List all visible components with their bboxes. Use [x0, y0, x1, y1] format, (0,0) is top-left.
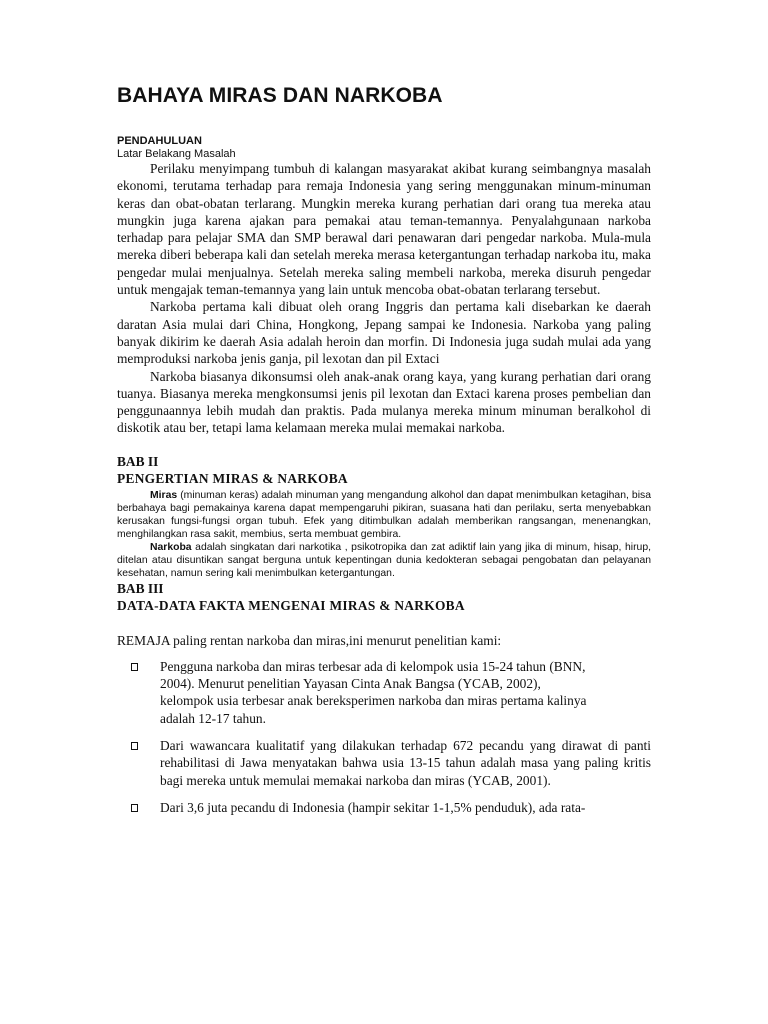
checkbox-bullet-icon — [131, 742, 138, 750]
term-narkoba: Narkoba — [150, 541, 192, 553]
fact-line: Pengguna narkoba dan miras terbesar ada di kelompok usia 15-24 tahun (BNN, — [160, 658, 586, 674]
chapter-label: BAB II — [117, 453, 159, 469]
document-page — [117, 84, 651, 826]
chapter-label: BAB III — [117, 580, 164, 596]
term-miras: Miras — [150, 489, 178, 501]
bab3-section — [117, 580, 651, 816]
paragraph: Narkoba pertama kali dibuat oleh orang Inggris dan pertama kali disebarkan ke daerah daratan Asia mulai dari China, Hongkong, Jepang sampai ke Indonesia. Narkoba yang paling banyak dikirim ke daerah Asia adalah heroin dan morfin. Di Indonesia juga sudah mulai ada yang memproduksi narkoba jenis ganja, pil lexotan dan pil Extaci — [117, 299, 651, 367]
section-heading: PENDAHULUAN — [117, 135, 202, 147]
checkbox-bullet-icon — [131, 663, 138, 671]
bab2-section — [117, 453, 651, 580]
intro-section — [117, 135, 651, 437]
checkbox-bullet-icon — [131, 804, 138, 812]
list-item — [117, 658, 651, 727]
list-item — [117, 737, 651, 789]
list-item — [117, 799, 651, 816]
fact-line: kelompok usia terbesar anak bereksperimen narkoba dan miras pertama kalinya — [160, 693, 587, 709]
document-title: BAHAYA MIRAS DAN NARKOBA — [117, 84, 443, 107]
chapter-heading: PENGERTIAN MIRAS & NARKOBA — [117, 470, 348, 486]
facts-list — [117, 658, 651, 816]
section-subheading: Latar Belakang Masalah — [117, 148, 236, 160]
definition-miras — [117, 489, 651, 541]
chapter-heading: DATA-DATA FAKTA MENGENAI MIRAS & NARKOBA — [117, 597, 465, 613]
paragraph: Narkoba biasanya dikonsumsi oleh anak-anak orang kaya, yang kurang perhatian dari orang tuanya. Biasanya mereka mengkonsumsi jenis pil lexotan dan Extaci karena proses pembelian dan penggunaannya lebih mudah dan praktis. Pada mulanya mereka minum minuman beralkohol di diskotik atau ber, tetapi lama kelamaan mereka mulai memakai narkoba. — [117, 368, 651, 436]
fact-line: Dari wawancara kualitatif yang dilakukan terhadap 672 pecandu yang dirawat di panti rehabilitasi di Jawa menyatakan bahwa usia 13-15 tahun adalah masa yang paling kritis bagi mereka untuk memulai memakai narkoba dan miras (YCAB, 2001). — [160, 737, 651, 788]
definition-narkoba — [117, 541, 651, 580]
paragraph: Perilaku menyimpang tumbuh di kalangan masyarakat akibat kurang seimbangnya masalah ekonomi, terutama terhadap para remaja Indonesia yang sering menggunakan minum-minuman keras dan obat-obatan terlarang. Mungkin mereka kurang perhatian dari orang tua mereka atau mungkin juga karena ajakan para pemakai atau teman-temannya. Penyalahgunaan narkoba terhadap para pelajar SMA dan SMP berawal dari penawaran dari pengedar narkoba. Mula-mula mereka diberi beberapa kali dan setelah mereka merasa ketergantungan terhadap narkoba itu, maka pengedar mulai menjualnya. Setelah mereka saling membeli narkoba, mereka disuruh pengedar untuk mengajak teman-temannya yang lain untuk mencoba obat-obatan terlarang tersebut. — [117, 161, 651, 298]
facts-intro: REMAJA paling rentan narkoba dan miras,ini menurut penelitian kami: — [117, 632, 502, 648]
definition-miras-text: (minuman keras) adalah minuman yang mengandung alkohol dan dapat menimbulkan ketagihan, bisa berbahaya bagi pemakainya karena dapat mempengaruhi pikiran, suasana hati dan perilaku, serta menyebabkan kerusakan fungsi-fungsi organ tubuh. Efek yang ditimbulkan adalah memberikan rangsangan, menenangkan, menghilangkan rasa sakit, membius, serta membuat gembira. — [117, 489, 651, 540]
fact-line: 2004). Menurut penelitian Yayasan Cinta Anak Bangsa (YCAB, 2002), — [160, 676, 541, 692]
fact-line: adalah 12-17 tahun. — [160, 710, 266, 726]
definition-narkoba-text: adalah singkatan dari narkotika , psikotropika dan zat adiktif lain yang jika di minum, hisap, hirup, ditelan atau disuntikan sangat berguna untuk kepentingan dunia kedokteran sebagai pengobatan dan pelayanan kesehatan, namun sering kali menimbulkan ketergantungan. — [117, 541, 651, 579]
fact-line: Dari 3,6 juta pecandu di Indonesia (hampir sekitar 1-1,5% penduduk), ada rata- — [160, 799, 586, 815]
